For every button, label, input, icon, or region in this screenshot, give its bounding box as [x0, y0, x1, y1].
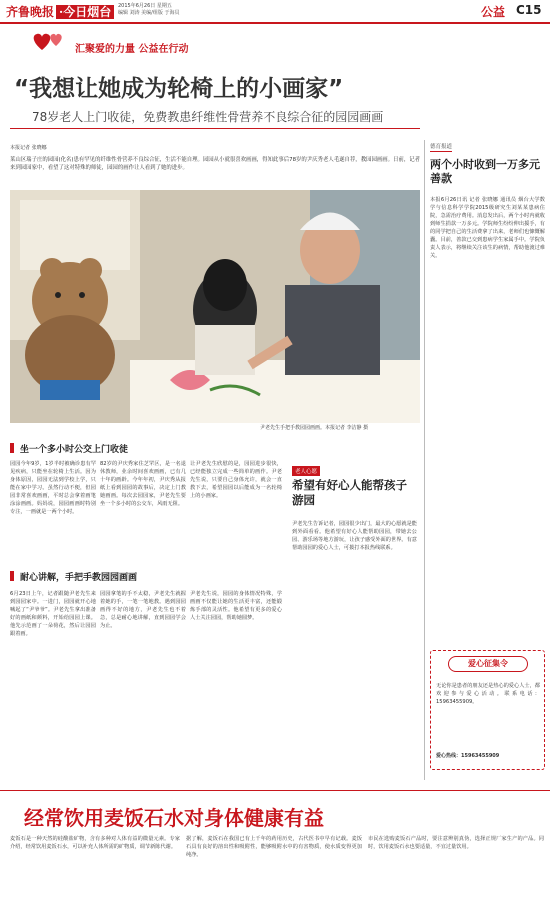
section-marker — [10, 571, 14, 581]
lead-column-3: 让尹老先生欣慰的是，园园进步很快，已经能独立完成一些简单的画作。尹老先生说，只要自己身体允许，就会一直教下去，希望园园以后能成为一名轮椅上的小画家。 — [190, 461, 282, 499]
love-hotline: 爱心热线：15963455909 — [436, 753, 500, 759]
date-info — [118, 3, 238, 17]
lead-column-6: 尹老先生说，园园的身体情况特殊，学画画不仅能让她的生活更丰富，还能锻炼手部的灵活性。他希望有更多的爱心人士关注园园，帮助她圆梦。 — [190, 591, 282, 621]
lead-byline: 本报记者 张晓娜 — [10, 145, 47, 151]
editor-line: 编辑 刘涛 美编/组版 于海员 — [118, 10, 180, 16]
section-label: 公益 — [481, 5, 506, 19]
bottom-divider — [0, 790, 550, 791]
photo-illustration — [10, 190, 420, 423]
love-callout-title: 爱心征集令 — [448, 656, 528, 672]
logo-badge: ·今日烟台 — [56, 5, 114, 19]
lead-paragraph: 莱山区瑞子庄的园园(化名)患有罕见的纤维性骨营养不良综合征，生活不能自理。园园从小就很喜欢画画，得知此事后78岁的尹庆秀老人毛遂自荐，教园园画画。日前，记者来到园园家中，看望了这对特殊的师徒，园园的画作让人看到了她的进步。 — [10, 157, 420, 171]
bottom-column-3: 市民在选购麦饭石产品时，要注意辨别真伪，选择正规厂家生产的产品。同时，饮用麦饭石水也要适量，不宜过量饮用。 — [368, 836, 544, 850]
bottom-column-1: 麦饭石是一种天然的硅酸盐矿物，含有多种对人体有益的微量元素。专家介绍，经常饮用麦饭石水，可以补充人体所需的矿物质，调节新陈代谢。 — [10, 836, 180, 850]
divider — [10, 128, 420, 129]
banner-slogan: 汇聚爱的力量 公益在行动 — [75, 44, 189, 55]
lead-headline: “我想让她成为轮椅上的小画家” — [14, 76, 344, 102]
section-marker — [10, 443, 14, 453]
photo-caption: 尹老先生手把手教园园画画。本报记者 李洁静 摄 — [260, 425, 369, 431]
date-line: 2015年6月26日 星期五 — [118, 3, 172, 9]
side-story-body: 本报6月26日讯 记者 张晓娜 通讯员 烟台大学数学与信息科学学院2015级研究生刘某某患病住院，急需治疗费用。消息发出后，两个小时内就收到师生捐款一万多元。学院师生纷纷伸出援手，有的同学把自己的生活费拿了出来，老师们也慷慨解囊。目前，善款已交到患病学生家属手中。学院负责人表示，将继续关注该生的病情，帮助他渡过难关。 — [430, 197, 545, 259]
old-story-headline: 希望有好心人能帮孩子游园 — [292, 478, 407, 507]
love-callout-body: 无论你是患者的朋友还是热心的爱心人士，都欢迎参与爱心活动。联系电话：15963455909。 — [436, 683, 540, 705]
lead-photo — [10, 190, 420, 423]
section1-heading: 坐一个多小时公交上门收徒 — [20, 445, 129, 455]
section2-heading: 耐心讲解，手把手教园园画画 — [20, 573, 138, 583]
lead-column-1: 园园今年9岁，1岁半时被确诊患有罕见疾病，只能坐在轮椅上生活。因为身体原因，园园无法到学校上学，只能在家中学习。虽然行动不便，但园园非常喜欢画画，平时总会拿着画笔涂涂画画。妈妈说，园园画画时特别专注，一画就是一两个小时。 — [10, 461, 96, 515]
bottom-column-2: 据了解，麦饭石在我国已有上千年的药用历史，古代医书中早有记载。麦饭石具有良好的溶出性和吸附性，能够吸附水中的有害物质，使水质变得更加纯净。 — [186, 836, 362, 858]
side-story-tag: 德育报道 — [430, 144, 453, 150]
lead-subhead: 78岁老人上门收徒，免费教患纤维性骨营养不良综合征的园园画画 — [32, 110, 384, 124]
bottom-headline: 经常饮用麦饭石水对身体健康有益 — [24, 806, 324, 830]
old-story-body: 尹老先生告诉记者，园园很少出门，最大的心愿就是能到外面看看。他希望有好心人能帮助园园，带她去公园、游乐场等地方游玩，让孩子感受外面的世界。有意帮助园园的爱心人士，可拨打本报热线联系。 — [292, 521, 417, 551]
newspaper-logo — [6, 3, 114, 20]
page-number: C15 — [516, 3, 542, 17]
lead-column-5: 园园拿笔的手不太稳，尹老先生就握着她的手，一笔一笔地教。遇到园园画得不好的地方，尹老先生也不着急，总是耐心地讲解，直到园园学会为止。 — [100, 591, 186, 629]
old-story-tag: 老人心愿 — [292, 466, 320, 476]
hearts-icon — [30, 30, 68, 54]
logo-text: 齐鲁晚报 — [6, 5, 55, 19]
sidebar-divider — [424, 140, 425, 780]
side-story-headline: 两个小时收到一万多元善款 — [430, 158, 540, 185]
lead-column-2: 82岁的尹庆秀家住芝罘区，是一名退休教师，业余时间喜欢画画，已有几十年的画龄。今年年初，尹庆秀从报纸上看到园园的故事后，决定上门教她画画。每次去园园家，尹老先生要坐一个多小时的公交车，风雨无阻。 — [100, 461, 186, 507]
lead-column-4: 6月23日上午，记者跟随尹老先生来到园园家中。一进门，园园就开心地喊起了“尹爷爷”。尹老先生拿出准备好的画纸和颜料，开始给园园上课。他先示范画了一朵荷花，然后让园园跟着画。 — [10, 591, 96, 637]
